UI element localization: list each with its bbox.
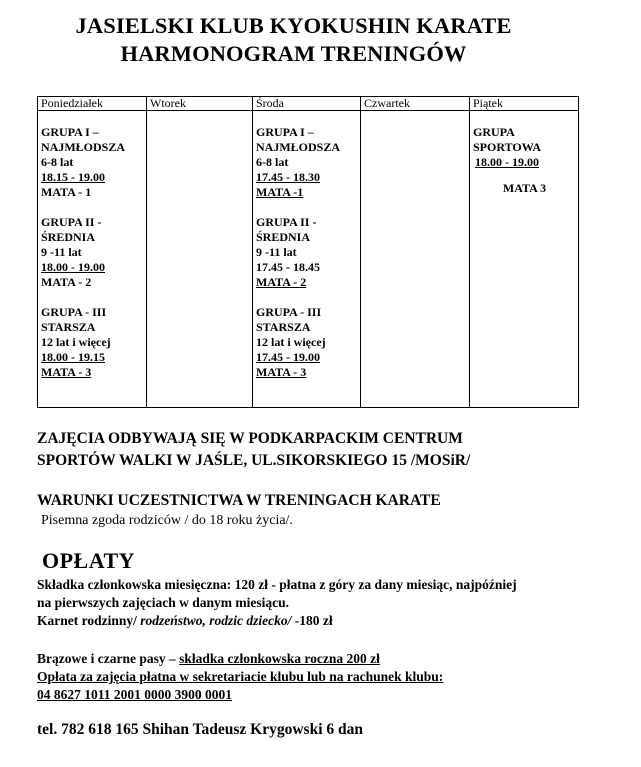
- group-name: STARSZA: [256, 320, 311, 334]
- group-name: NAJMŁODSZA: [256, 140, 341, 154]
- fee-payment-info: Opłata za zajęcia płatna w sekretariacie klubu lub na rachunek klubu:: [37, 669, 444, 684]
- group-name: NAJMŁODSZA: [41, 140, 126, 154]
- fee-family-price: -180 zł: [291, 613, 333, 628]
- group-mat: MATA - 2: [41, 275, 92, 289]
- group-mat: MATA - 1: [41, 185, 92, 199]
- group-entry: [41, 305, 144, 380]
- schedule-table: [37, 96, 579, 408]
- wednesday-cell: [253, 111, 361, 408]
- fee-family-note: rodzeństwo, rodzic dziecko/: [140, 613, 292, 628]
- schedule-body-row: [38, 111, 579, 408]
- group-entry: [256, 215, 358, 290]
- group-age: 9 -11 lat: [41, 245, 82, 259]
- fee-belts: [37, 650, 380, 667]
- location-line-1: ZAJĘCIA ODBYWAJĄ SIĘ W PODKARPACKIM CENTRUM: [37, 430, 463, 447]
- day-header-thursday: Czwartek: [361, 97, 470, 111]
- page-subtitle: HARMONOGRAM TRENINGÓW: [120, 41, 467, 66]
- group-age: 6-8 lat: [256, 155, 289, 169]
- group-name: GRUPA II -: [256, 215, 317, 229]
- bank-account-number: 04 8627 1011 2001 0000 3900 0001: [37, 687, 233, 702]
- group-time: 17.45 - 18.45: [256, 260, 320, 274]
- fee-belts-label: Brązowe i czarne pasy –: [37, 651, 180, 666]
- day-header-friday: Piątek: [470, 97, 579, 111]
- fee-belts-annual: składka członkowska roczna 200 zł: [179, 651, 380, 666]
- group-name: GRUPA: [473, 125, 515, 139]
- location-line-2: SPORTÓW WALKI W JAŚLE, UL.SIKORSKIEGO 15 /MOSiR/: [37, 452, 471, 469]
- group-name: GRUPA I –: [256, 125, 314, 139]
- group-name: ŚREDNIA: [41, 230, 96, 244]
- group-entry: [41, 215, 144, 290]
- group-age: 12 lat i więcej: [41, 335, 111, 349]
- group-time: 18.15 - 19.00: [41, 170, 105, 184]
- fee-family-label: Karnet rodzinny/: [37, 613, 141, 628]
- group-name: GRUPA - III: [41, 305, 107, 319]
- group-name: ŚREDNIA: [256, 230, 311, 244]
- group-name: SPORTOWA: [473, 140, 542, 154]
- group-mat: MATA - 3: [41, 365, 92, 379]
- group-time: 18.00 - 19.00: [41, 260, 105, 274]
- tuesday-cell: [147, 111, 253, 408]
- day-header-monday: Poniedziałek: [38, 97, 147, 111]
- monday-cell: [38, 111, 147, 408]
- conditions-text: Pisemna zgoda rodziców / do 18 roku życia/.: [41, 513, 293, 528]
- contact-info: tel. 782 618 165 Shihan Tadeusz Krygowski 6 dan: [37, 721, 364, 738]
- day-header-wednesday: Środa: [253, 97, 361, 111]
- page-title: JASIELSKI KLUB KYOKUSHIN KARATE: [75, 13, 512, 38]
- group-time: 17.45 - 19.00: [256, 350, 320, 364]
- day-header-tuesday: Wtorek: [147, 97, 253, 111]
- group-time: 18.00 - 19.15: [41, 350, 105, 364]
- fee-monthly-line-1: Składka członkowska miesięczna: 120 zł - płatna z góry za dany miesiąc, najpóźniej: [37, 577, 517, 592]
- schedule-header-row: [38, 97, 579, 111]
- group-name: GRUPA I –: [41, 125, 99, 139]
- friday-cell: [470, 111, 579, 408]
- group-name: GRUPA II -: [41, 215, 102, 229]
- group-entry: [41, 125, 144, 200]
- group-mat: MATA - 3: [256, 365, 307, 379]
- fee-monthly-line-2: na pierwszych zajęciach w danym miesiącu.: [37, 595, 289, 610]
- fees-heading: OPŁATY: [42, 548, 136, 573]
- fee-family-pass: [37, 612, 333, 629]
- group-time: 18.00 - 19.00: [475, 155, 539, 169]
- thursday-cell: [361, 111, 470, 408]
- group-mat: MATA -1: [256, 185, 304, 199]
- group-age: 9 -11 lat: [256, 245, 297, 259]
- group-name: STARSZA: [41, 320, 96, 334]
- group-entry: [256, 125, 358, 200]
- group-mat: MATA - 2: [256, 275, 307, 289]
- group-entry: [256, 305, 358, 380]
- group-age: 6-8 lat: [41, 155, 74, 169]
- conditions-heading: WARUNKI UCZESTNICTWA W TRENINGACH KARATE: [37, 492, 441, 509]
- group-mat: MATA 3: [502, 181, 547, 195]
- group-age: 12 lat i więcej: [256, 335, 326, 349]
- group-entry: [473, 125, 576, 196]
- group-time: 17.45 - 18.30: [256, 170, 320, 184]
- group-name: GRUPA - III: [256, 305, 322, 319]
